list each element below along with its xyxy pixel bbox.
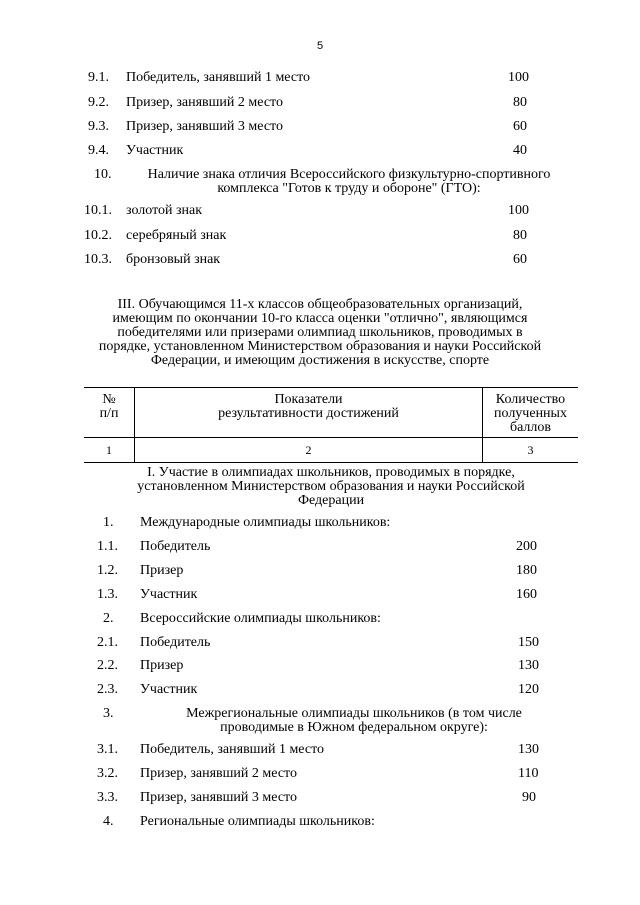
row-label: Победитель, занявший 1 место [126,70,311,85]
row-num: 2.3. [97,682,118,697]
row-score: 130 [518,658,539,673]
item4-label: Региональные олимпиады школьников: [140,814,375,829]
heading-line: победителями или призерами олимпиад школьников, проводимых в [117,325,523,340]
item2-num: 2. [103,611,114,626]
row-label: Участник [140,587,198,602]
row-label: Призер [140,658,184,673]
row-score: 60 [513,119,527,134]
table-top-border [84,387,578,388]
item3-line2: проводимые в Южном федеральном округе): [220,720,488,735]
item10-line1: Наличие знака отличия Всероссийского физкультурно-спортивного [147,167,551,182]
item10-line2: комплекса "Готов к труду и обороне" (ГТО): [217,181,481,196]
index-col2: 2 [305,443,312,457]
heading-line: Федерации, и имеющим достижения в искусстве, спорте [150,353,490,368]
table-bottom-border [84,462,578,463]
header-text: п/п [99,406,119,421]
row-label: Победитель [140,635,211,650]
header-col1 [84,393,134,421]
page-number: 5 [316,40,324,52]
header-text: результативности достижений [218,406,399,421]
row-num: 9.3. [88,119,109,134]
row-label: Участник [140,682,198,697]
row-score: 80 [513,228,527,243]
row-label: Призер, занявший 2 место [140,766,297,781]
row-num: 3.1. [97,742,118,757]
row-num: 10.3. [84,252,112,267]
item3-num: 3. [103,706,114,721]
subsection1-heading [84,466,578,508]
header-col2 [135,393,482,421]
item1-num: 1. [103,515,114,530]
row-label: бронзовый знак [126,252,221,267]
heading-line: имеющим по окончании 10-го класса оценки "отлично", являющимся [112,311,528,326]
item10-num: 10. [94,167,112,182]
row-label: Призер, занявший 3 место [140,790,297,805]
heading-line: III. Обучающимся 11-х классов общеобразовательных организаций, [117,297,523,312]
row-score: 150 [518,635,539,650]
row-num: 9.1. [88,70,109,85]
row-label: Призер, занявший 2 место [126,95,283,110]
header-text: Показатели [274,392,343,407]
item4-num: 4. [103,814,114,829]
row-num: 2.2. [97,658,118,673]
heading-line: порядке, установленном Министерством образования и науки Российской [98,339,542,354]
row-label: Призер [140,563,184,578]
row-num: 9.4. [88,143,109,158]
item2-label: Всероссийские олимпиады школьников: [140,611,381,626]
row-num: 1.2. [97,563,118,578]
row-score: 90 [522,790,536,805]
item3-text [158,707,550,735]
index-col3: 3 [527,443,534,457]
row-num: 9.2. [88,95,109,110]
row-score: 180 [516,563,537,578]
header-col3 [483,393,578,435]
row-num: 3.3. [97,790,118,805]
row-label: серебряный знак [126,228,227,243]
heading-line: Федерации [297,493,365,508]
row-score: 160 [516,587,537,602]
row-score: 80 [513,95,527,110]
header-text: № [102,392,116,407]
row-label: Участник [126,143,184,158]
row-score: 40 [513,143,527,158]
heading-line: установленном Министерством образования и науки Российской [137,479,525,494]
row-score: 100 [508,203,529,218]
row-num: 1.3. [97,587,118,602]
item10-text [118,168,580,196]
row-score: 120 [518,682,539,697]
row-label: Победитель [140,539,211,554]
row-label: Призер, занявший 3 место [126,119,283,134]
header-text: полученных [494,406,567,421]
header-text: баллов [509,420,552,435]
row-label: Победитель, занявший 1 место [140,742,325,757]
row-score: 100 [508,70,529,85]
row-num: 3.2. [97,766,118,781]
index-col1: 1 [106,443,112,457]
section3-heading [84,298,556,368]
row-num: 10.1. [84,203,112,218]
row-score: 200 [516,539,537,554]
row-score: 60 [513,252,527,267]
row-score: 130 [518,742,539,757]
item3-line1: Межрегиональные олимпиады школьников (в том числе [186,706,522,721]
row-num: 2.1. [97,635,118,650]
header-text: Количество [495,392,566,407]
row-num: 1.1. [97,539,118,554]
row-label: золотой знак [126,203,203,218]
item1-label: Международные олимпиады школьников: [140,515,391,530]
row-score: 110 [518,766,539,781]
table-mid-border [84,437,578,438]
row-num: 10.2. [84,228,112,243]
heading-line: I. Участие в олимпиадах школьников, проводимых в порядке, [147,465,515,480]
